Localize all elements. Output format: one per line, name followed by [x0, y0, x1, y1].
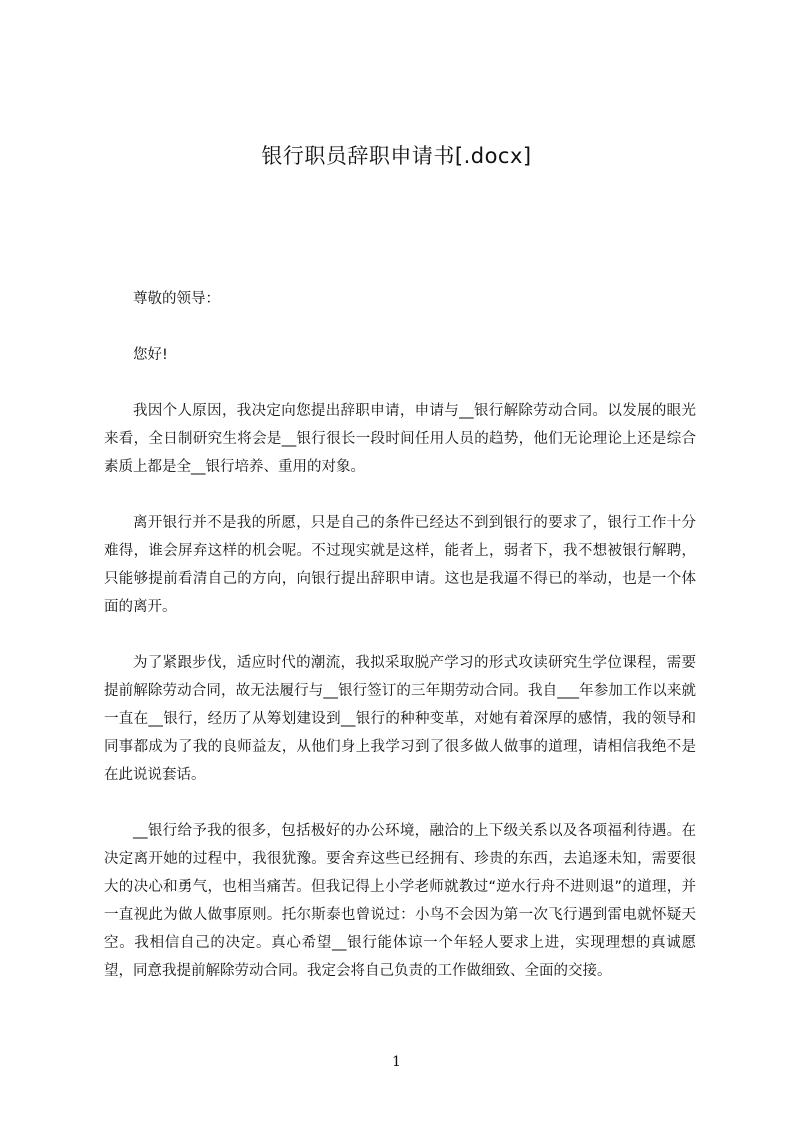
salutation: 尊敬的领导：	[133, 291, 220, 307]
document-title: 银行职员辞职申请书[.docx]	[261, 144, 532, 168]
greeting: 您好!	[133, 347, 168, 363]
body-paragraph: 为了紧跟步伐，适应时代的潮流，我拟采取脱产学习的形式攻读研究生学位课程，需要提前解除劳动合同，故无法履行与__银行签订的三年期劳动合同。我自___年参加工作以来就一直在__银行，经历了从筹划建设到__银行的种种变革，对她有着深厚的感情，我的领导和同事都成为了我的良师益友，从他们身上我学习到了很多做人做事的道理，请相信我绝不是在此说说套话。	[104, 655, 696, 783]
body-paragraph: 离开银行并不是我的所愿，只是自己的条件已经达不到到银行的要求了，银行工作十分难得，谁会屏弃这样的机会呢。不过现实就是这样，能者上，弱者下，我不想被银行解聘，只能够提前看清自己的方向，向银行提出辞职申请。这也是我逼不得已的举动，也是一个体面的离开。	[104, 515, 696, 615]
page-number: 1	[392, 1054, 401, 1070]
letter-body	[104, 285, 696, 1013]
body-paragraph: __银行给予我的很多，包括极好的办公环境，融洽的上下级关系以及各项福利待遇。在决定离开她的过程中，我很犹豫。要舍弃这些已经拥有、珍贵的东西，去追逐未知，需要很大的决心和勇气，也相当痛苦。但我记得上小学老师就教过“逆水行舟不进则退”的道理，并一直视此为做人做事原则。托尔斯泰也曾说过：小鸟不会因为第一次飞行遇到雷电就怀疑天空。我相信自己的决定。真心希望__银行能体谅一个年轻人要求上进，实现理想的真诚愿望，同意我提前解除劳动合同。我定会将自己负责的工作做细致、全面的交接。	[104, 823, 696, 979]
body-paragraph: 我因个人原因，我决定向您提出辞职申请，申请与__银行解除劳动合同。以发展的眼光来看，全日制研究生将会是__银行很长一段时间任用人员的趋势，他们无论理论上还是综合素质上都是全__银行培养、重用的对象。	[104, 403, 696, 475]
